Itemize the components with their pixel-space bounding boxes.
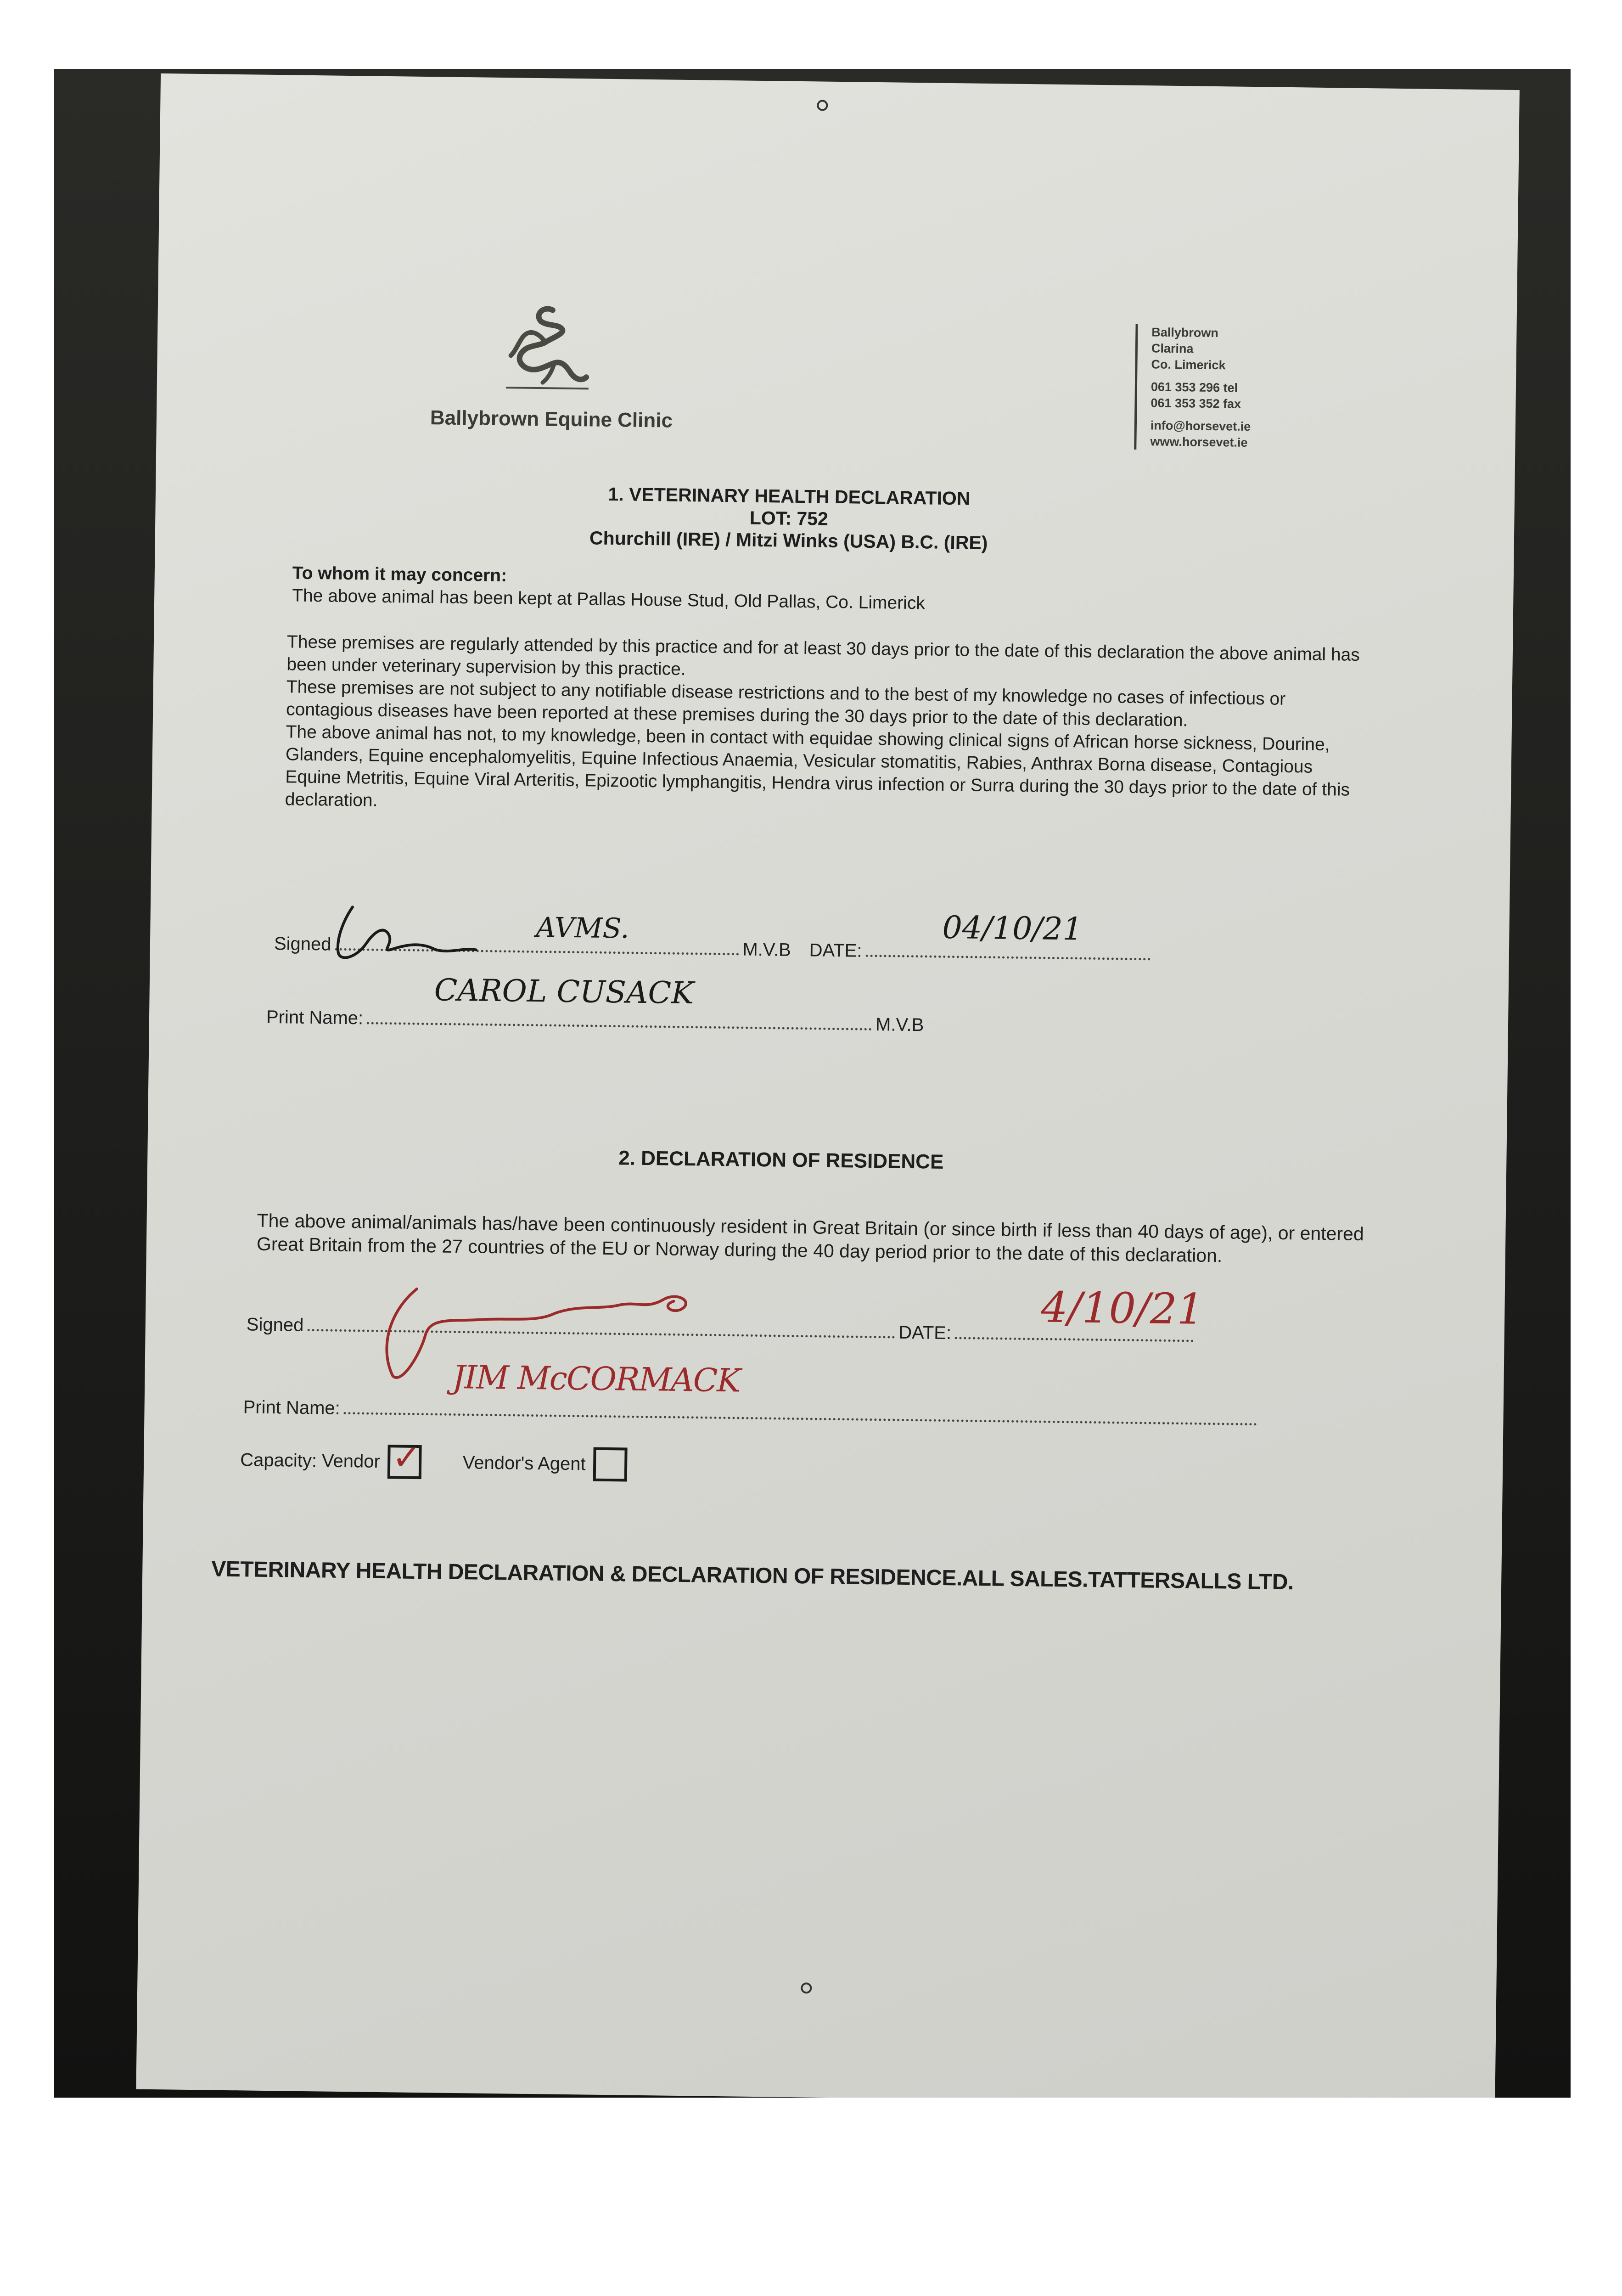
checkmark-icon: ✓ [392, 1436, 422, 1478]
intro-block [292, 562, 1348, 620]
print-name-line[interactable] [344, 1412, 1257, 1425]
date-label: DATE: [809, 940, 862, 961]
capacity-row [240, 1436, 627, 1481]
signed-label: Signed [274, 934, 331, 955]
fax: 061 353 352 fax [1151, 396, 1241, 411]
vendor-print-name-row [243, 1397, 1261, 1430]
mvb-label: M.V.B [742, 939, 791, 960]
clinic-contact-block [1134, 324, 1298, 451]
paragraph-supervision: These premises are regularly attended by this practice and for at least 30 days prior to the date of this declaration the above animal has been under veterinary supervision by this practice. [286, 632, 1360, 679]
declaration-body [285, 630, 1371, 824]
vet-print-name-row [266, 1007, 924, 1035]
section2-title: 2. DECLARATION OF RESIDENCE [618, 1147, 944, 1173]
vendors-agent-checkbox[interactable] [593, 1447, 627, 1482]
vet-print-name-value: CAROL CUSACK [434, 972, 694, 1011]
date-label: DATE: [898, 1322, 952, 1344]
vet-signature-scrawl [324, 897, 564, 969]
print-name-line[interactable] [367, 1022, 872, 1030]
horse-logo-icon [497, 300, 599, 394]
punch-hole [817, 100, 828, 111]
section1-title: 1. VETERINARY HEALTH DECLARATION [608, 483, 971, 509]
lot-number: LOT: 752 [749, 507, 829, 529]
vet-date-value: 04/10/21 [942, 909, 1083, 948]
document-photo [54, 69, 1571, 2098]
print-name-label: Print Name: [266, 1007, 364, 1029]
clinic-name: Ballybrown Equine Clinic [430, 406, 673, 432]
address-line: Co. Limerick [1151, 357, 1226, 372]
print-name-label: Print Name: [243, 1397, 341, 1418]
section1-heading [467, 481, 1111, 555]
address-line: Ballybrown [1151, 325, 1219, 340]
vendor-checkbox[interactable] [387, 1436, 422, 1479]
paragraph-contact: The above animal has not, to my knowledge, been in contact with equidae showing clinical signs of African horse sickness, Dourine, Glanders, Equine encephalomyelitis, Equine Infectious Anaemia, Vesicular stomatitis, Rabies, Anthrax Borna disease, Contagious Equine Metritis, Equine Viral Arteritis, Epizootic lymphangitis, Hendra virus infection or Surra during the 30 days prior to the date of this declaration. [285, 722, 1350, 810]
email: info@horsevet.ie [1150, 418, 1251, 433]
horse-pedigree: Churchill (IRE) / Mitzi Winks (USA) B.C. (IRE) [589, 527, 988, 554]
residence-paragraph: The above animal/animals has/have been continuously resident in Great Britain (or since birth if less than 40 days of age), or entered Great Britain from the 27 countries of the EU or Norway during the 40 day period prior to the date of this declaration. [256, 1210, 1364, 1266]
website: www.horsevet.ie [1150, 434, 1248, 450]
vendors-agent-label: Vendor's Agent [462, 1452, 586, 1474]
form-footer: VETERINARY HEALTH DECLARATION & DECLARATION OF RESIDENCE.ALL SALES.TATTERSALLS LTD. [211, 1557, 1294, 1595]
capacity-vendor-label: Capacity: Vendor [240, 1449, 381, 1472]
kept-at: The above animal has been kept at Pallas House Stud, Old Pallas, Co. Limerick [292, 585, 926, 613]
salutation: To whom it may concern: [292, 563, 507, 586]
paragraph-restrictions: These premises are not subject to any notifiable disease restrictions and to the best of my knowledge no cases of infectious or contagious diseases have been reported at these premises during the 30 days prior to the date of this declaration. [286, 677, 1286, 731]
date-line[interactable] [865, 955, 1150, 961]
address-line: Clarina [1151, 341, 1194, 356]
punch-hole [801, 1982, 812, 1993]
date-line[interactable] [955, 1337, 1194, 1342]
vendor-date-value: 4/10/21 [1040, 1283, 1204, 1334]
signed-label: Signed [246, 1314, 304, 1335]
vet-signature-text: AVMS. [536, 912, 630, 945]
declaration-sheet [136, 73, 1519, 2098]
print-mvb-label: M.V.B [875, 1014, 924, 1035]
telephone: 061 353 296 tel [1151, 380, 1238, 395]
vendor-print-name-value: JIM McCORMACK [452, 1358, 741, 1400]
